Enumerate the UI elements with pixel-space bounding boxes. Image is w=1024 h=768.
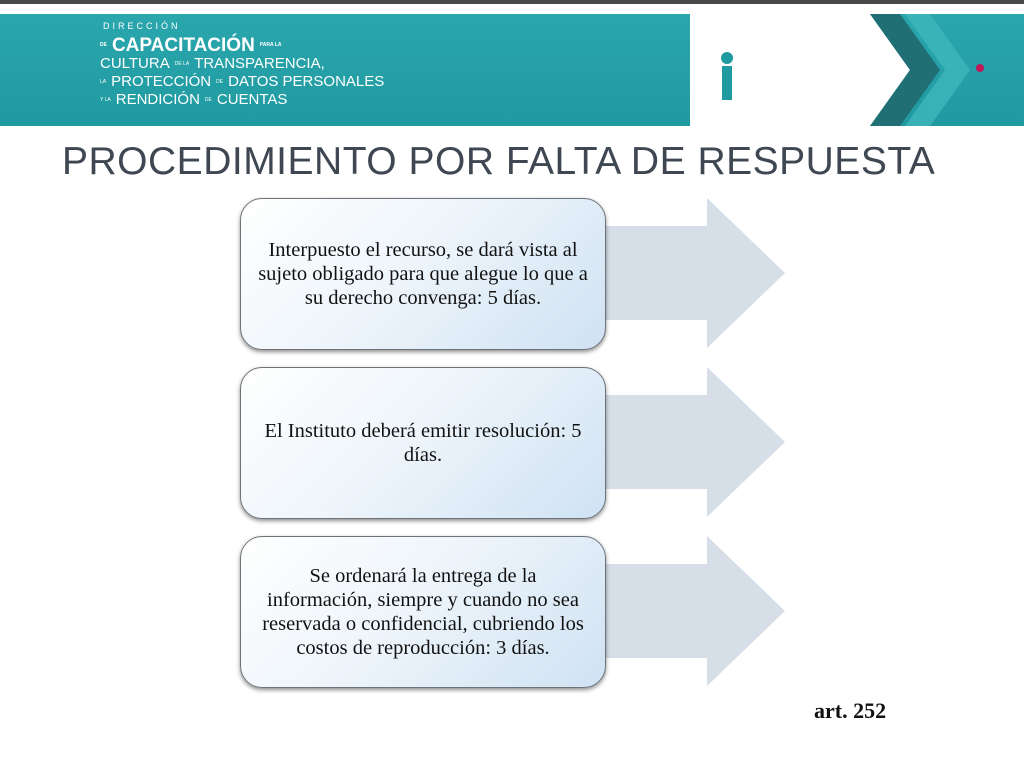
info-logo-text: info (759, 34, 864, 92)
institution-line-1: DE CAPACITACIÓN PARA LA (100, 35, 282, 56)
accent-dot (976, 64, 984, 72)
step-3-arrow-icon (585, 536, 785, 686)
step-1-box: Interpuesto el recurso, se dará vista al sujeto obligado para que alegue lo que a su derecho convenga: 5 días. (240, 198, 606, 350)
step-1-arrow-icon (585, 198, 785, 348)
institution-line-4: Y LA RENDICIÓN DE CUENTAS (100, 91, 288, 108)
institution-line-0: DIRECCIÓN (103, 21, 181, 31)
step-2-arrow-icon (585, 367, 785, 517)
top-border-line (0, 0, 1024, 4)
institution-line-2: CULTURA DE LA TRANSPARENCIA, (100, 55, 325, 72)
institution-line-3: LA PROTECCIÓN DE DATOS PERSONALES (100, 73, 385, 90)
chevron-arrows-icon (0, 14, 1024, 126)
step-3-box: Se ordenará la entrega de la información, siempre y cuando no sea reservada o confidencial, cubriendo los costos de reproducción: 3 días. (240, 536, 606, 688)
step-2-box: El Instituto deberá emitir resolución: 5 días. (240, 367, 606, 519)
article-reference: art. 252 (814, 698, 887, 723)
header-banner (0, 14, 1024, 126)
page-title: PROCEDIMIENTO POR FALTA DE RESPUESTA (62, 140, 936, 183)
